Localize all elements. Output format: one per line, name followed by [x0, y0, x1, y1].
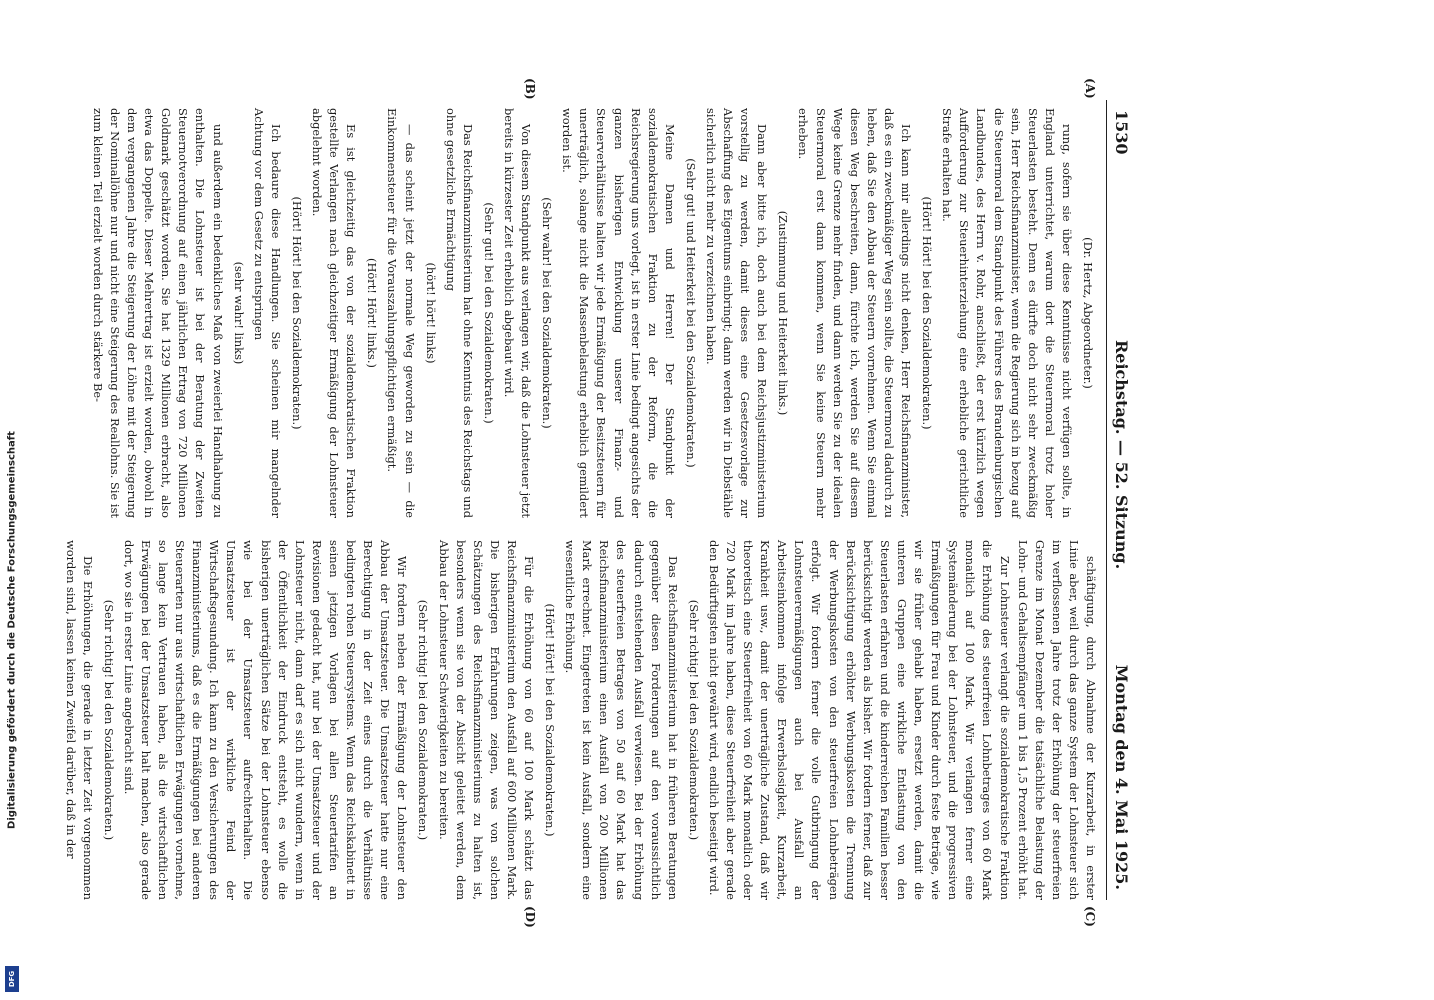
interjection: (Sehr gut! bei den Sozialdemokraten.)	[481, 202, 496, 424]
margin-letter-d: (D)	[523, 906, 537, 928]
interjection: (Sehr richtig! bei den Sozialdemokraten.)	[416, 599, 431, 841]
paragraph: schäftigung, durch Abnahme der Kurzarbeit, in erster Linie aber, weil durch das ganze System der Lohnsteuer sich im verflossenen Jahre trotz der Erhöhung der steuerfreien Grenze im Monat Dezember die tatsächliche Belastung der Lohn- und Gehaltsempfänger um 1 bis 1,5 Prozent erhöht hat.	[1015, 540, 1098, 900]
margin-letter-a: (A)	[1083, 78, 1097, 99]
paragraph: Von diesem Standpunkt aus verlangen wir, daß die Lohnsteuer jetzt bereits in kürzester Zeit erheblich abgebaut wird.	[502, 108, 534, 518]
interjection: (Zustimmung und Heiterkeit links.)	[776, 210, 791, 416]
page-number: 1530	[1112, 110, 1131, 155]
margin-letter-b: (B)	[523, 78, 537, 100]
interjection: (Hört! Hört! bei den Sozialdemokraten.)	[543, 603, 558, 837]
interjection: (sehr wahr! links)	[231, 261, 246, 365]
digitization-credit	[2, 260, 22, 1000]
interjection: (Sehr gut! und Heiterkeit bei den Sozialdemokraten.)	[683, 158, 698, 468]
paragraph: Das Reichsfinanzministerium hat ohne Kenntnis des Reichstags und ohne gesetzliche Ermächtigung	[443, 108, 475, 518]
interjection: (Hört! Hört! links.)	[365, 258, 380, 368]
paragraph: — das scheint jetzt der normale Weg geworden zu sein — die Einkommensteuer für die Vorauszahlungspflichtigen ermäßigt.	[385, 108, 417, 518]
paragraph: Dann aber bitte ich, doch auch bei dem Reichsjustizministerium vorstellig zu werden, damit dieses eine Gesetzesvorlage zur Abschaffung des Eigentums einbringt; dann werden wir in Diebstähle sicherlich nicht mehr zu verzeichnen haben.	[704, 108, 770, 518]
paragraph: Die Erhöhungen, die gerade in letzter Zeit vorgenommen worden sind, lassen keinen Zweifel darüber, daß in der	[63, 540, 95, 900]
paragraph: rung, sofern sie über diese Kenntnisse nicht verfügen sollte, in England unterrichtet, warum dort die Steuermoral trotz hoher Steuerlasten besteht. Denn es dürfte doch nicht sehr zweckmäßig sein, Herr Reichsfinanzminister, wenn die Regierung sich in bezug auf die Steuermoral dem Standpunkt des Führers des Brandenburgischen Landbundes, des Herrn v. Rohr, anschließt, der erst kürzlich wegen Aufforderung zur Steuerhinterziehung eine erhebliche gerichtliche Strafe erhalten hat.	[940, 108, 1074, 518]
interjection: (Hört! Hört! bei den Sozialdemokraten.)	[289, 196, 304, 430]
credit-text: Digitalisierung gefördert durch die Deutsche Forschungsgemeinschaft	[6, 431, 18, 829]
page-header	[1109, 100, 1131, 900]
paragraph: Es ist gleichzeitig das von der sozialdemokratischen Fraktion gestellte Verlangen nach gleichzeitiger Ermäßigung der Lohnsteuer abgelehnt worden.	[310, 108, 359, 518]
speaker-line: (Dr. Hertz, Abgeordneter.)	[1081, 237, 1095, 389]
interjection: (hört! hört! links)	[423, 262, 438, 364]
header-title: Reichstag. — 52. Sitzung.	[1112, 340, 1131, 570]
left-column	[88, 108, 1099, 518]
dfg-logo-text: DFG	[8, 970, 16, 988]
interjection: (Hört! Hört! bei den Sozialdemokraten.)	[920, 196, 935, 430]
rotated-page	[0, 78, 1137, 928]
interjection: (Sehr richtig! bei den Sozialdemokraten.)	[101, 599, 116, 841]
paragraph: Das Reichsfinanzministerium hat in früheren Beratungen gegenüber diesen Forderungen auf den voraussichtlich dadurch entstehenden Ausfall verwiesen. Bei der Erhöhung des steuerfreien Betrages von 50 auf 60 Mark hat das Reichsfinanzministerium einen Ausfall von 200 Millionen Mark errechnet. Eingetreten ist kein Ausfall, sondern eine wesentliche Erhöhung.	[563, 540, 680, 900]
header-rule	[1106, 100, 1107, 900]
paragraph: Wir fordern neben der Ermäßigung der Lohnsteuer den Abbau der Umsatzsteuer. Die Umsatzsteuer hatte nur eine Berechtigung in der Zeit eines durch die Verhältnisse bedingten rohen Steuersystems. Wenn das Reichskabinett in seinen jetzigen Vorlagen bei allen Steuertarifen an Revisionen gedacht hat, nur bei der Umsatzsteuer und der Lohnsteuer nicht, dann darf es sich nicht wundern, wenn in der Öffentlichkeit der Eindruck entsteht, es wolle die bisherigen unerträglichen Sätze bei der Lohnsteuer ebenso wie bei der Umsatzsteuer aufrechterhalten. Die Umsatzsteuer ist der wirkliche Feind der Wirtschaftsgesundung. Ich kann zu den Versicherungen des Finanzministeriums, daß es die Ermäßigungen bei anderen Steuerarten nur aus wirtschaftlichen Erwägungen vornehme, so lange kein Vertrauen haben, als die wirtschaftlichen Erwägungen bei der Umsatzsteuer halt machen, also gerade dort, wo sie in erster Linie angebracht sind.	[121, 540, 410, 900]
paragraph: Meine Damen und Herren! Der Standpunkt der sozialdemokratischen Fraktion zu der Reform, die die Reichsregierung uns vorlegt, ist in erster Linie bedingt angesichts der ganzen bisherigen Entwicklung unserer Finanz- und Steuerverhältnisse halten wir jede Ermäßigung der Besitzsteuern für unerträglich, solange nicht die Massenbelastung erheblich gemildert worden ist.	[560, 108, 677, 518]
paragraph: Ich bedaure diese Handlungen. Sie scheinen mir mangelnder Achtung vor dem Gesetz zu entspringen	[251, 108, 283, 518]
dfg-logo	[5, 966, 19, 992]
paragraph: Zur Lohnsteuer verlangt die sozialdemokratische Fraktion die Erhöhung des steuerfreien Lohnbetrages von 60 Mark monatlich auf 100 Mark. Wir verlangen ferner eine Systemänderung bei der Lohnsteuer, und die progressiven Ermäßigungen für Frau und Kinder durch feste Beträge, wie wir sie früher gehabt haben, ersetzt werden, damit die unteren Gruppen eine wirkliche Entlastung von den Steuerlasten erfahren und die kinderreichen Familien besser berücksichtigt werden als bisher. Wir fordern ferner, daß zur Berücksichtigung erhöhter Werbungskosten die Trennung der Werbungskosten von den steuerfreien Lohnbeträgen erfolgt. Wir fordern ferner die volle Gutbringung der Lohnsteuerermäßigungen auch bei Ausfall an Arbeitseinkommen infolge Erwerbslosigkeit, Kurzarbeit, Krankheit usw., damit der unerträgliche Zustand, daß wir theoretisch eine Steuerfreiheit von 60 Mark monatlich oder 720 Mark im Jahre haben, diese Steuerfreiheit aber gerade den Bedürftigsten nicht gewährt wird, endlich beseitigt wird.	[706, 540, 1012, 900]
interjection: (Sehr richtig! bei den Sozialdemokraten.)	[686, 599, 701, 841]
paragraph: Ich kann mir allerdings nicht denken, Herr Reichsfinanzminister, daß es ein zweckmäßiger Weg sein sollte, die Steuermoral dadurch zu heben, daß Sie den Abbau der Steuern vornehmen. Wenn Sie einmal diesen Weg beschreiten, dann, fürchte ich, werden Sie auf diesem Wege keine Grenze mehr finden, und dann werden Sie zu der idealen Steuermoral erst dann kommen, wenn Sie keine Steuern mehr erheben.	[796, 108, 914, 518]
paragraph: Für die Erhöhung von 60 auf 100 Mark schätzt das Reichsfinanzministerium den Ausfall auf 600 Millionen Mark. Die bisherigen Erfahrungen zeigen, was von solchen Schätzungen des Reichsfinanzministeriums zu halten ist, besonders wenn sie von der Absicht geleitet werden, dem Abbau der Lohnsteuer Schwierigkeiten zu bereiten.	[436, 540, 536, 900]
middle-column	[60, 540, 1099, 900]
margin-letter-c: (C)	[1083, 906, 1097, 927]
header-date: Montag den 4. Mai 1925.	[1112, 664, 1131, 890]
interjection: (Sehr wahr! bei den Sozialdemokraten.)	[540, 197, 555, 429]
paragraph: und außerdem ein bedenkliches Maß von zweierlei Handhabung zu enthalten. Die Lohnsteuer ist bei der Beratung der Zweiten Steuernotverordnung auf einen jährlichen Ertrag von 720 Millionen Goldmark geschätzt worden. Sie hat 1329 Millionen erbracht, also etwa das Doppelte. Dieser Mehrertrag ist erzielt worden, obwohl in dem vergangenen Jahre die Steigerung der Löhne mit der Steigerung der Nominallöhne nur und nicht eine Steigerung des Reallohns. Sie ist zum kleinen Teil erzielt worden durch stärkere Be-	[90, 108, 225, 518]
